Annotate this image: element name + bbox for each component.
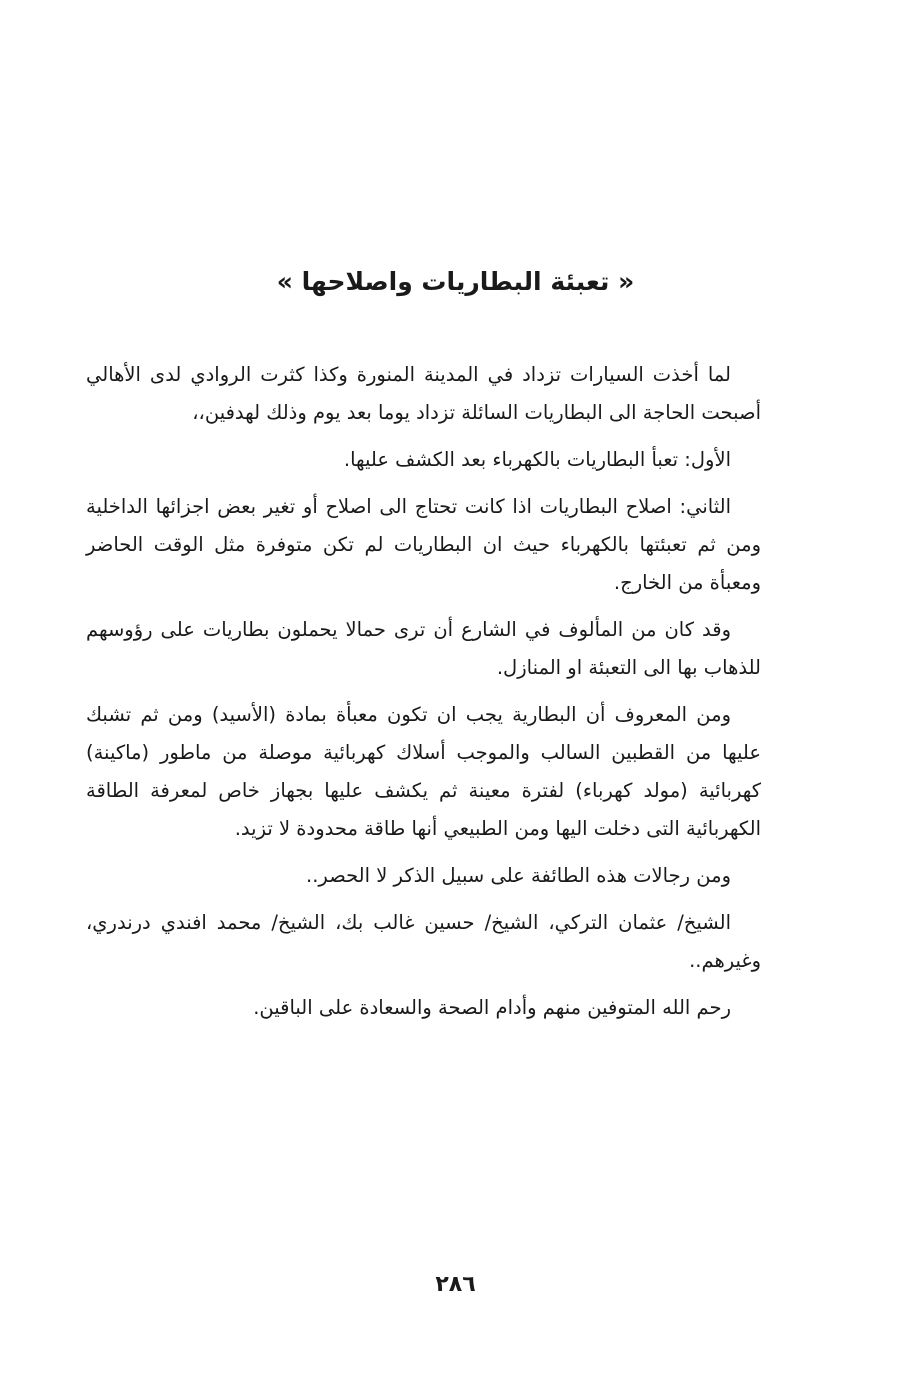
page-number: ٢٨٦ bbox=[435, 1272, 476, 1297]
paragraph-first-reason: الأول: تعبأ البطاريات بالكهرباء بعد الكشف عليها. bbox=[343, 448, 731, 471]
paragraph-porters: وقد كان من المألوف في الشارع أن ترى حمالا يحملون بطاريات على رؤوسهم للذهاب بها الى التعبئة او المنازل. bbox=[86, 618, 761, 679]
body-text bbox=[86, 356, 761, 1036]
paragraph-intro: لما أخذت السيارات تزداد في المدينة المنورة وكذا كثرت الروادي لدى الأهالي أصبحت الحاجة الى البطاريات السائلة تزداد يوما بعد يوم وذلك لهدفين،، bbox=[86, 363, 761, 424]
paragraph-prayer: رحم الله المتوفين منهم وأدام الصحة والسعادة على الباقين. bbox=[253, 996, 731, 1019]
paragraph-names: الشيخ/ عثمان التركي، الشيخ/ حسين غالب بك، الشيخ/ محمد افندي درندري، وغيرهم.. bbox=[86, 911, 761, 972]
paragraph-second-reason: الثاني: اصلاح البطاريات اذا كانت تحتاج الى اصلاح أو تغير بعض اجزائها الداخلية ومن ثم تعبئتها بالكهرباء حيث ان البطاريات لم تكن متوفرة مثل الوقت الحاضر ومعبأة من الخارج. bbox=[86, 495, 761, 594]
paragraph-charging-method: ومن المعروف أن البطارية يجب ان تكون معبأة بمادة (الأسيد) ومن ثم تشبك عليها من القطبين السالب والموجب أسلاك كهربائية موصلة من ماطور (ماكينة) كهربائية (مولد كهرباء) لفترة معينة ثم يكشف عليها بجهاز خاص لمعرفة الطاقة الكهربائية التى دخلت اليها ومن الطبيعي أنها طاقة محدودة لا تزيد. bbox=[86, 703, 761, 840]
chapter-title: « تعبئة البطاريات واصلاحها » bbox=[276, 267, 635, 296]
paragraph-men-intro: ومن رجالات هذه الطائفة على سبيل الذكر لا الحصر.. bbox=[306, 864, 731, 887]
